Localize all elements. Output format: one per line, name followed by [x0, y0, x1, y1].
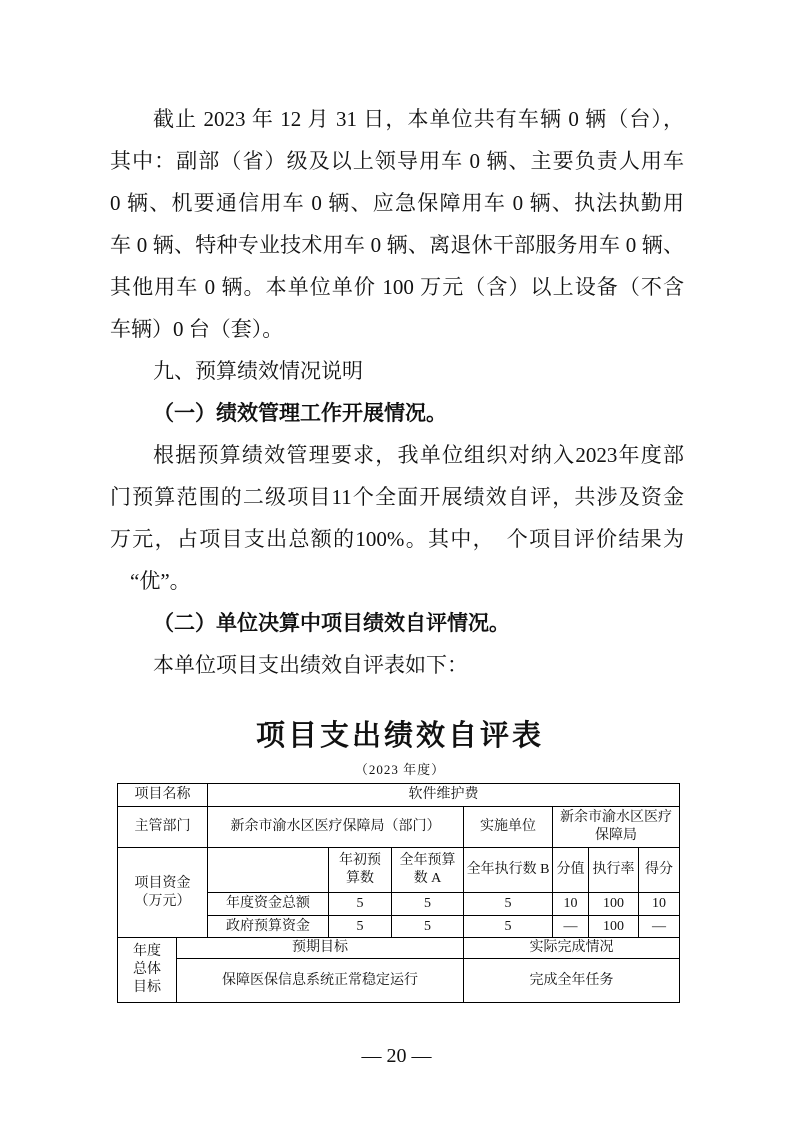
cell-header-score-value: 分值	[553, 848, 588, 892]
para1-line-3: 0 辆、机要通信用车 0 辆、应急保障用车 0 辆、执法执勤用	[110, 191, 684, 215]
cell-row-total-funds-label: 年度资金总额	[208, 893, 328, 915]
cell-project-name-value: 软件维护费	[208, 784, 679, 806]
cell-govt-initial-budget: 5	[329, 916, 391, 937]
para2-line-1: 根据预算绩效管理要求，我单位组织对纳入2023年度部	[153, 443, 684, 467]
closing-line: 本单位项目支出绩效自评表如下：	[153, 653, 468, 677]
cell-govt-score-value: —	[553, 916, 588, 937]
section-heading: 九、预算绩效情况说明	[153, 359, 363, 383]
document-body	[110, 98, 684, 686]
cell-govt-annual-budget: 5	[392, 916, 463, 937]
cell-total-score: 10	[639, 893, 679, 915]
cell-actual-completion-value: 完成全年任务	[464, 959, 679, 1002]
cell-dept-label: 主管部门	[118, 807, 207, 847]
cell-project-name-label: 项目名称	[118, 784, 207, 806]
cell-expected-goal-label: 预期目标	[177, 938, 463, 958]
table-subtitle-year: （2023 年度）	[354, 762, 446, 777]
cell-annual-goal-label	[118, 938, 176, 1002]
cell-total-annual-execution: 5	[464, 893, 552, 915]
cell-total-annual-budget: 5	[392, 893, 463, 915]
cell-impl-unit-value: 新余市渝水区医疗保障局	[553, 807, 679, 847]
cell-header-initial-budget	[329, 848, 391, 892]
para1-line-1: 截止 2023 年 12 月 31 日，本单位共有车辆 0 辆（台），	[153, 107, 684, 131]
para1-line-4: 车 0 辆、特种专业技术用车 0 辆、离退休干部服务用车 0 辆、	[110, 233, 684, 257]
cell-expected-goal-value: 保障医保信息系统正常稳定运行	[177, 959, 463, 1002]
cell-header-annual-budget	[392, 848, 463, 892]
cell-empty	[208, 848, 328, 892]
para2-line-2: 门预算范围的二级项目11个全面开展绩效自评，共涉及资金	[110, 485, 684, 509]
cell-govt-score: —	[639, 916, 679, 937]
subheading-performance-management: （一）绩效管理工作开展情况。	[153, 401, 447, 425]
cell-total-execution-rate: 100	[589, 893, 638, 915]
para2-line-3: 万元，占项目支出总额的100%。其中， 个项目评价结果为	[110, 527, 684, 551]
cell-header-annual-execution: 全年执行数 B	[464, 848, 552, 892]
para1-line-6: 车辆）0 台（套）。	[110, 317, 284, 341]
header-annual-budget-text: 全年预算数 A	[399, 853, 456, 886]
cell-govt-annual-execution: 5	[464, 916, 552, 937]
header-initial-budget-text: 年初预算数	[339, 853, 381, 886]
para1-line-5: 其他用车 0 辆。本单位单价 100 万元（含）以上设备（不含	[110, 275, 684, 299]
para2-line-4: “优”。	[130, 569, 191, 593]
cell-govt-execution-rate: 100	[589, 916, 638, 937]
cell-header-score: 得分	[639, 848, 679, 892]
annual-goal-label-text: 年度总体目标	[133, 944, 161, 995]
page-number: — 20 —	[361, 1045, 432, 1067]
cell-dept-value: 新余市渝水区医疗保障局（部门）	[208, 807, 463, 847]
subheading-self-evaluation: （二）单位决算中项目绩效自评情况。	[153, 611, 510, 635]
project-funds-label-text: 项目资金（万元）	[134, 875, 191, 909]
para1-line-2: 其中：副部（省）级及以上领导用车 0 辆、主要负责人用车	[110, 149, 684, 173]
cell-total-initial-budget: 5	[329, 893, 391, 915]
cell-impl-unit-label: 实施单位	[464, 807, 552, 847]
cell-total-score-value: 10	[553, 893, 588, 915]
table-title: 项目支出绩效自评表	[255, 720, 544, 752]
cell-actual-completion-label: 实际完成情况	[464, 938, 679, 958]
cell-header-execution-rate: 执行率	[589, 848, 638, 892]
self-evaluation-table	[117, 783, 680, 1003]
cell-project-funds-label	[118, 848, 207, 937]
cell-row-govt-budget-label: 政府预算资金	[208, 916, 328, 937]
